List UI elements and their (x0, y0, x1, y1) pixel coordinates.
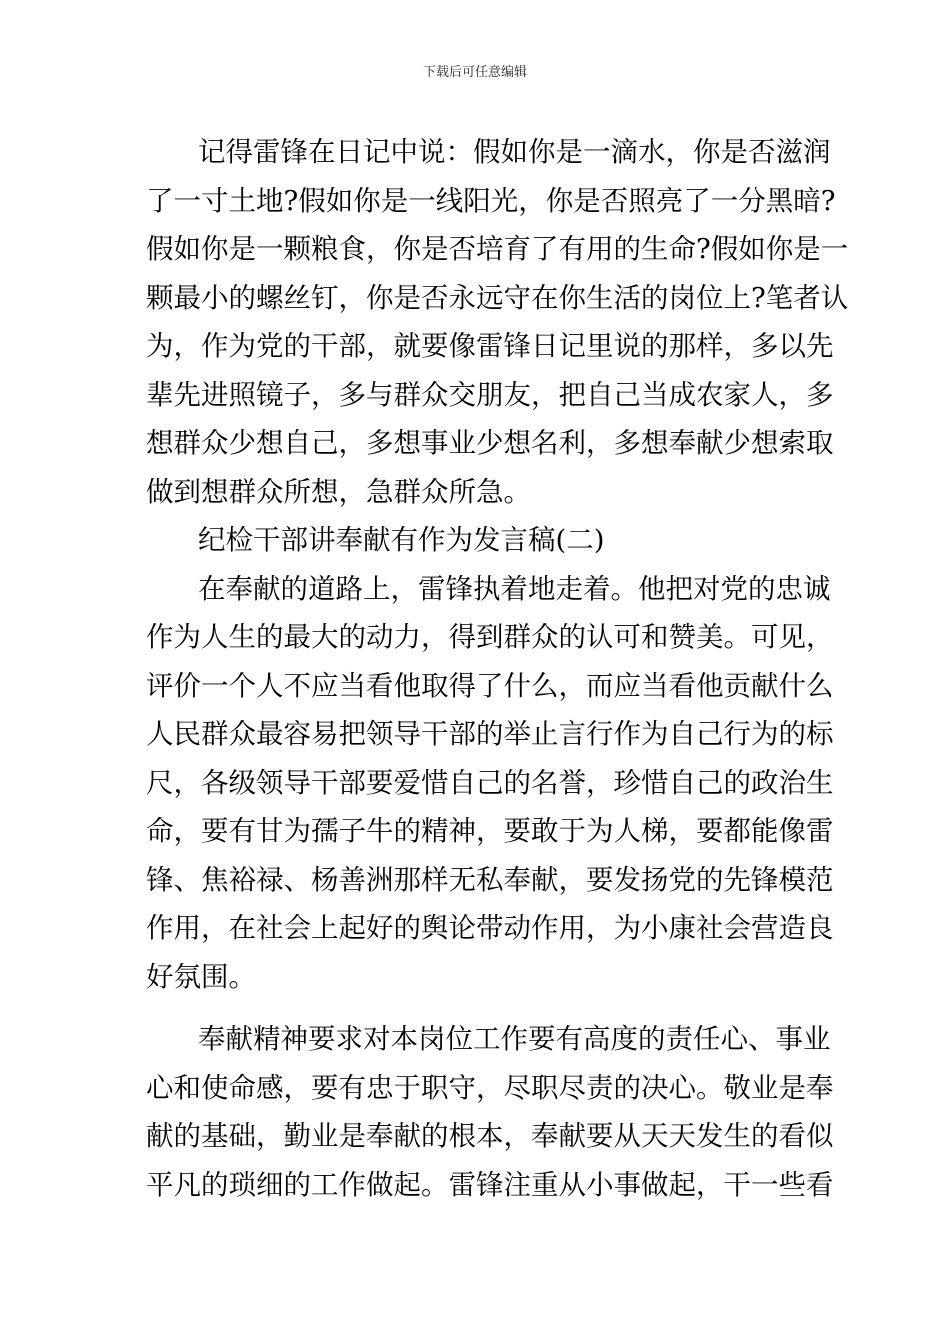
paragraph-line: 假如你是一颗粮食，你是否培育了有用的生命?假如你是一 (146, 233, 849, 265)
paragraph-line: 辈先进照镜子，多与群众交朋友，把自己当成农家人，多 (146, 378, 834, 411)
paragraph-line: 为，作为党的干部，就要像雷锋日记里说的那样，多以先 (146, 330, 834, 362)
paragraph-line: 好氛围。 (146, 960, 256, 993)
paragraph-line: 评价一个人不应当看他取得了什么，而应当看他贡献什么 (146, 669, 834, 702)
paragraph-line: 作用，在社会上起好的舆论带动作用，为小康社会营造良 (146, 912, 834, 944)
paragraph-line: 记得雷锋在日记中说：假如你是一滴水，你是否滋润 (198, 136, 831, 168)
paragraph-line: 做到想群众所想，急群众所急。 (146, 475, 531, 508)
paragraph-line: 命，要有甘为孺子牛的精神，要敢于为人梯，要都能像雷 (146, 815, 834, 847)
document-body (146, 128, 849, 1209)
paragraph-line: 作为人生的最大的动力，得到群众的认可和赞美。可见， (146, 621, 834, 653)
paragraph-line: 了一寸土地?假如你是一线阳光，你是否照亮了一分黑暗? (146, 184, 836, 217)
paragraph-line: 心和使命感，要有忠于职守，尽职尽责的决心。敬业是奉 (146, 1071, 834, 1104)
paragraph-1 (146, 128, 849, 516)
paragraph-line: 人民群众最容易把领导干部的举止言行作为自己行为的标 (146, 718, 834, 750)
page-header: 下载后可任意编辑 (422, 65, 527, 80)
paragraph-2 (146, 565, 834, 1002)
paragraph-line: 想群众少想自己，多想事业少想名利，多想奉献少想索取 (146, 427, 834, 459)
paragraph-line: 奉献精神要求对本岗位工作要有高度的责任心、事业 (198, 1023, 831, 1055)
paragraph-gap (146, 1001, 808, 1015)
paragraph-3 (146, 1015, 834, 1209)
paragraph-line: 献的基础，勤业是奉献的根本，奉献要从天天发生的看似 (146, 1120, 834, 1152)
paragraph-line: 尺，各级领导干部要爱惜自己的名誉，珍惜自己的政治生 (146, 766, 834, 799)
paragraph-line: 锋、焦裕禄、杨善洲那样无私奉献，要发扬党的先锋模范 (146, 863, 834, 896)
paragraph-line: 颗最小的螺丝钉，你是否永远守在你生活的岗位上?笔者认 (146, 281, 849, 314)
paragraph-line: 平凡的琐细的工作做起。雷锋注重从小事做起，干一些看 (146, 1168, 834, 1201)
paragraph-line: 在奉献的道路上，雷锋执着地走着。他把对党的忠诚 (198, 572, 831, 605)
section-title: 纪检干部讲奉献有作为发言稿(二) (198, 524, 605, 556)
